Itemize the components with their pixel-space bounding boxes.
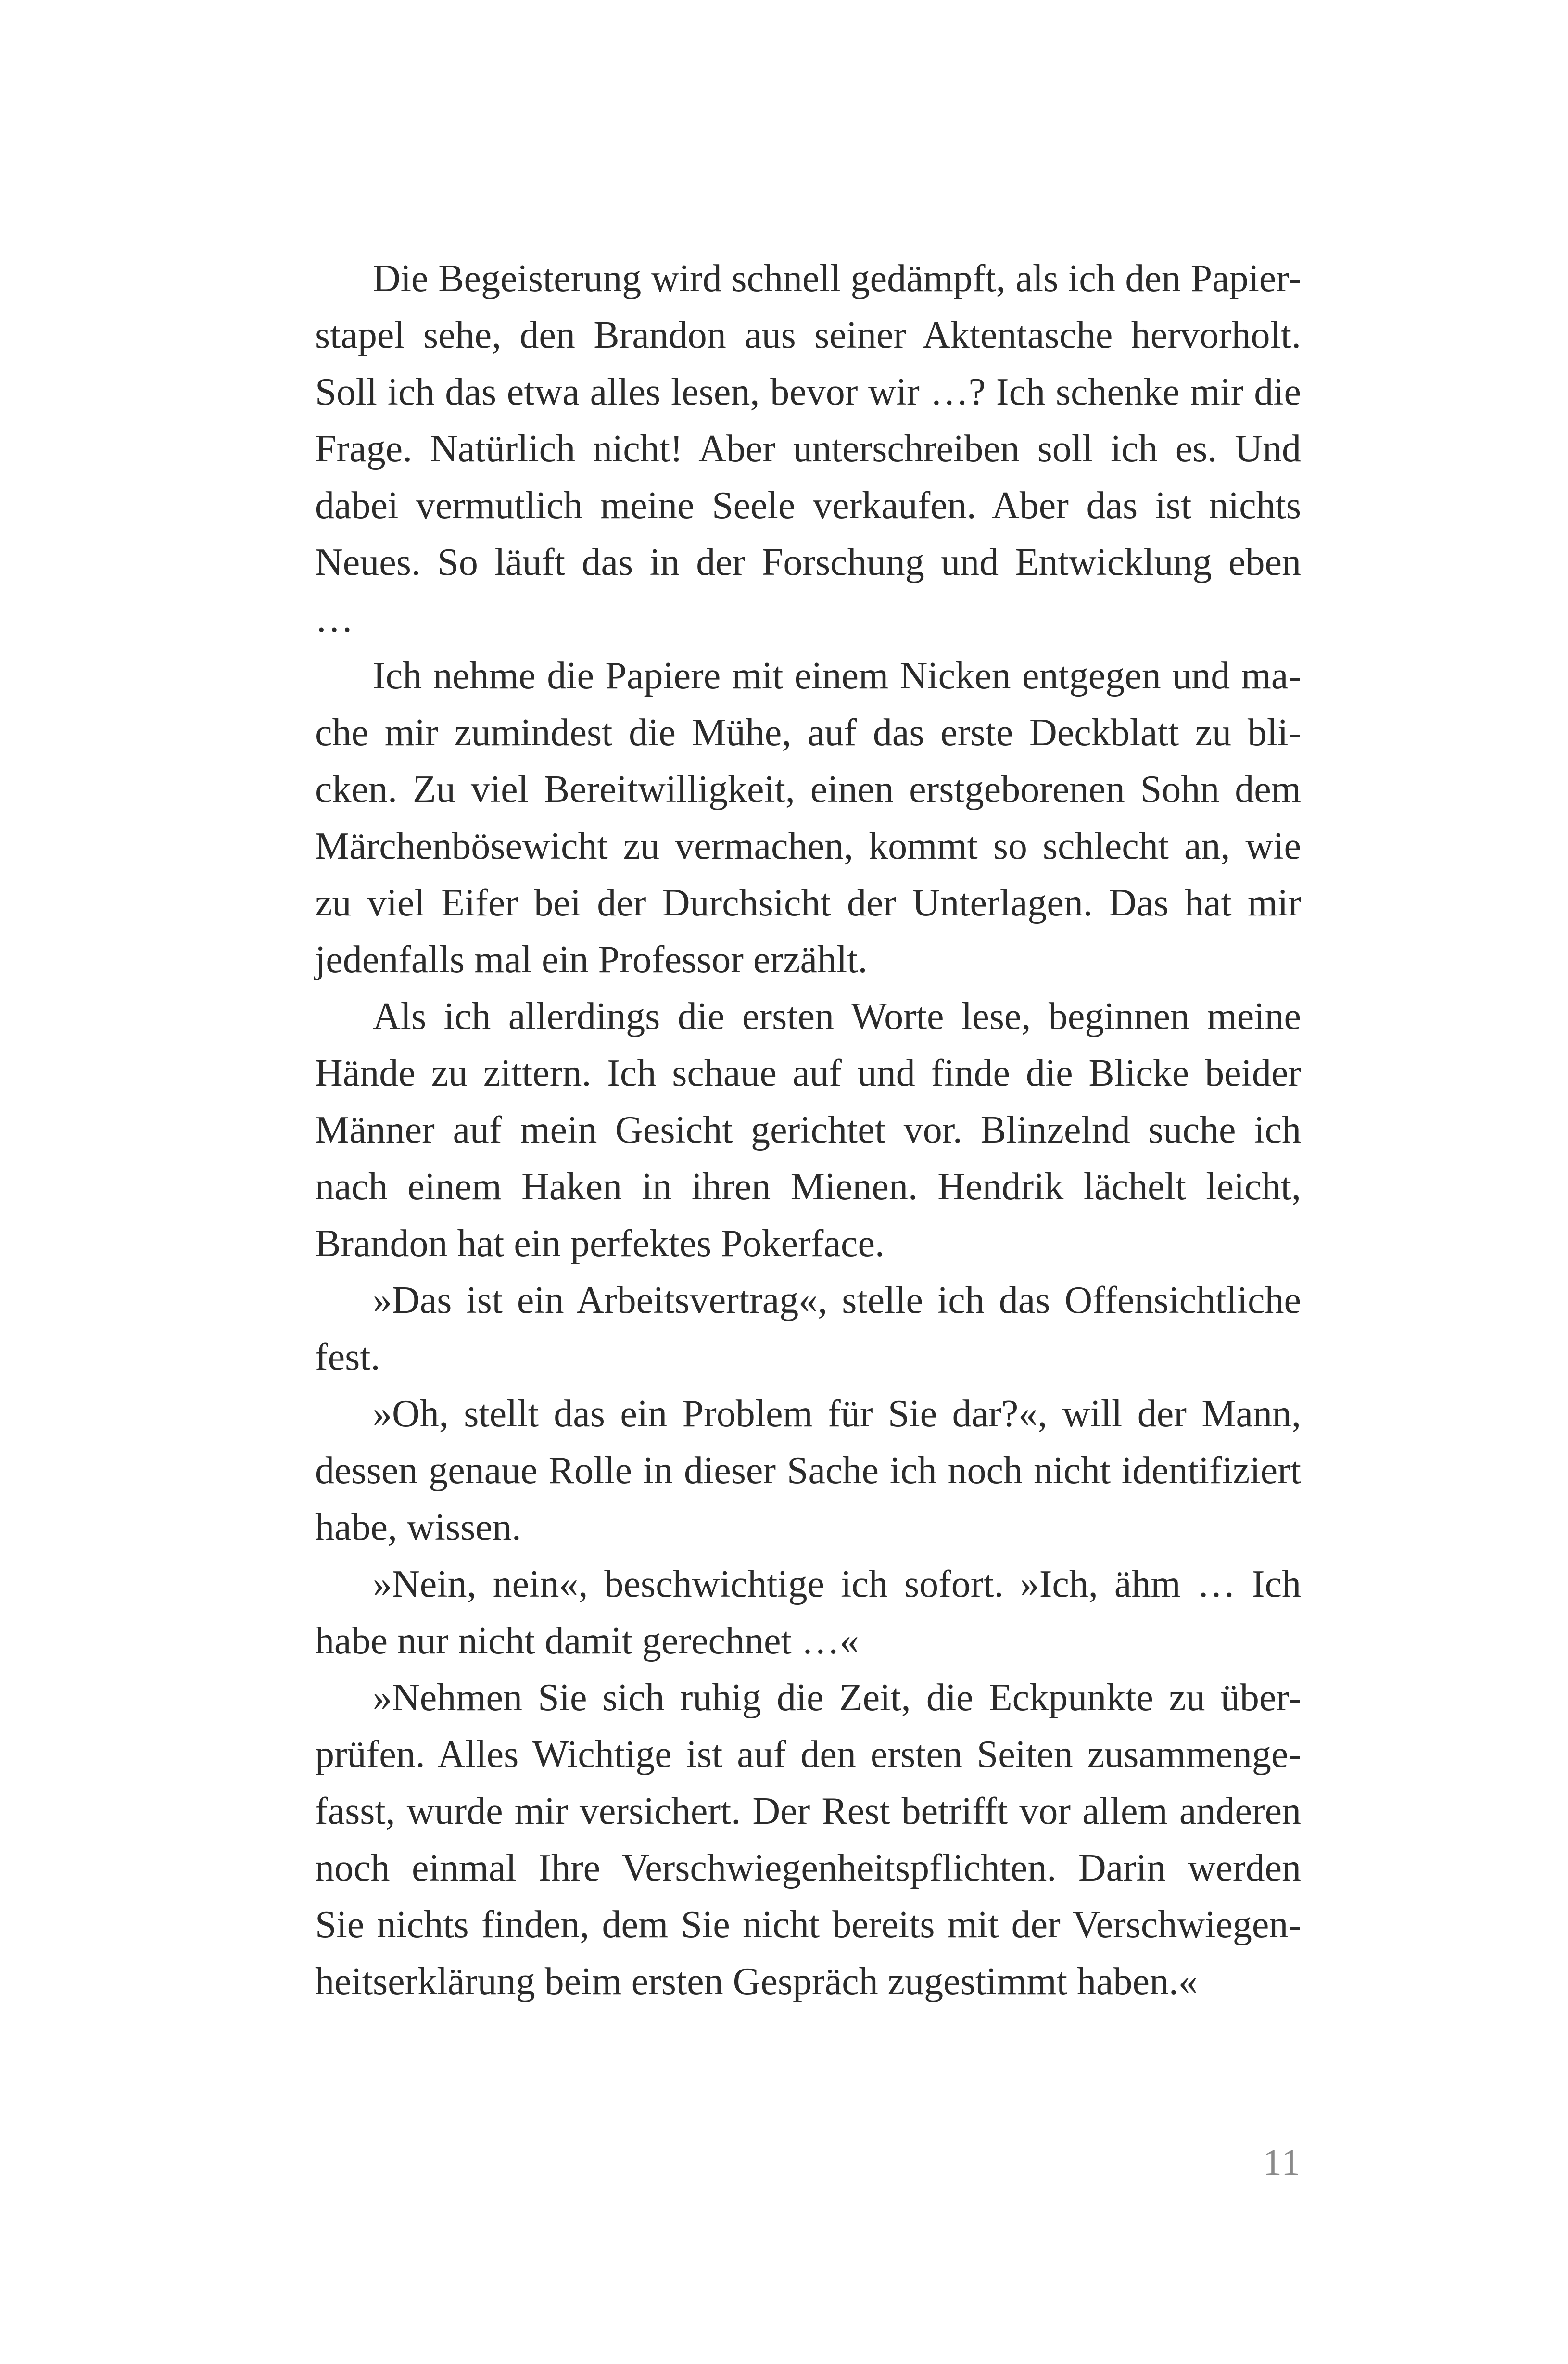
text-line: Ich nehme die Papiere mit einem Nicken entgegen und ma- (373, 655, 1301, 697)
paragraph-2 (257, 648, 1301, 988)
text-line: Die Begeisterung wird schnell gedämpft, als ich den Papier- (373, 257, 1301, 300)
paragraph-4 (257, 1272, 1301, 1385)
text-line: Soll ich das etwa alles lesen, bevor wir …? Ich schenke mir die (315, 371, 1301, 413)
text-line: cken. Zu viel Bereitwilligkeit, einen erstgeborenen Sohn dem (315, 768, 1301, 811)
body-text (257, 250, 1301, 2010)
text-line: Sie nichts finden, dem Sie nicht bereits mit der Verschwiegen- (315, 1904, 1301, 1946)
text-line: zu viel Eifer bei der Durchsicht der Unterlagen. Das hat mir (315, 882, 1301, 924)
text-line: »Nein, nein«, beschwichtige ich sofort. »Ich, ähm … Ich (373, 1563, 1301, 1605)
paragraph-1 (257, 250, 1301, 648)
text-line: jedenfalls mal ein Professor erzählt. (315, 939, 868, 981)
text-line: »Nehmen Sie sich ruhig die Zeit, die Eckpunkte zu über- (373, 1677, 1301, 1719)
text-line: Frage. Natürlich nicht! Aber unterschreiben soll ich es. Und (315, 428, 1301, 470)
text-line: dessen genaue Rolle in dieser Sache ich noch nicht identifiziert (315, 1449, 1301, 1492)
text-line: »Oh, stellt das ein Problem für Sie dar?«, will der Mann, (373, 1393, 1301, 1435)
text-line: fest. (315, 1336, 380, 1378)
text-line: nach einem Haken in ihren Mienen. Hendrik lächelt leicht, (315, 1166, 1301, 1208)
paragraph-3 (257, 988, 1301, 1272)
text-line: prüfen. Alles Wichtige ist auf den ersten Seiten zusammenge- (315, 1733, 1301, 1776)
text-line: dabei vermutlich meine Seele verkaufen. Aber das ist nichts (315, 484, 1301, 527)
text-line: Märchenbösewicht zu vermachen, kommt so schlecht an, wie (315, 825, 1301, 867)
text-line: heitserklärung beim ersten Gespräch zugestimmt haben.« (315, 1960, 1198, 2003)
text-line: Männer auf mein Gesicht gerichtet vor. Blinzelnd suche ich (315, 1109, 1301, 1151)
text-line: Neues. So läuft das in der Forschung und Entwicklung eben (315, 541, 1301, 584)
text-line: Als ich allerdings die ersten Worte lese, beginnen meine (373, 995, 1301, 1038)
page-number: 11 (1263, 2141, 1301, 2183)
text-line: Hände zu zittern. Ich schaue auf und finde die Blicke beider (315, 1052, 1301, 1094)
text-line: habe nur nicht damit gerechnet …« (315, 1620, 859, 1662)
text-line: noch einmal Ihre Verschwiegenheitspflichten. Darin werden (315, 1847, 1301, 1889)
paragraph-7 (257, 1669, 1301, 2010)
text-line: »Das ist ein Arbeitsvertrag«, stelle ich das Offensichtliche (373, 1279, 1301, 1322)
paragraph-5 (257, 1385, 1301, 1556)
text-line: stapel sehe, den Brandon aus seiner Aktentasche hervorholt. (315, 314, 1301, 356)
text-line: Brandon hat ein perfektes Pokerface. (315, 1222, 885, 1265)
paragraph-6 (257, 1556, 1301, 1669)
text-line: habe, wissen. (315, 1506, 521, 1549)
text-line: che mir zumindest die Mühe, auf das erste Deckblatt zu bli- (315, 712, 1301, 754)
text-line: … (315, 598, 354, 640)
text-line: fasst, wurde mir versichert. Der Rest betrifft vor allem anderen (315, 1790, 1301, 1832)
